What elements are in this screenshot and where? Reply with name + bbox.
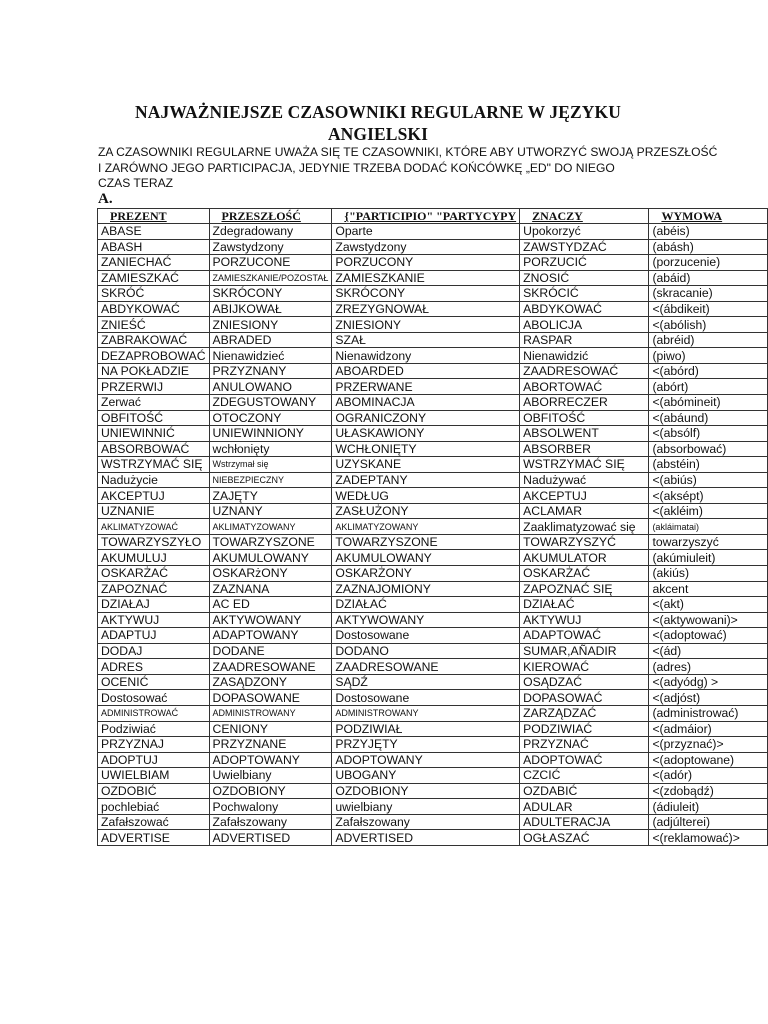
verbs-table <box>97 208 768 846</box>
cell-present: ZAPOZNAĆ <box>98 581 210 597</box>
cell-meaning: DZIAŁAĆ <box>520 597 649 613</box>
table-row <box>98 550 768 566</box>
cell-participle: UBOGANY <box>332 768 520 784</box>
table-row <box>98 488 768 504</box>
cell-meaning: ABORRECZER <box>520 395 649 411</box>
header-meaning: ZNACZY <box>520 209 649 224</box>
cell-pronunciation: (abásh) <box>649 239 768 255</box>
cell-participle: AKUMULOWANY <box>332 550 520 566</box>
cell-meaning: ACLAMAR <box>520 503 649 519</box>
cell-participle: ABOARDED <box>332 363 520 379</box>
cell-pronunciation: <(przyznać)> <box>649 737 768 753</box>
cell-past: ZAZNANA <box>209 581 332 597</box>
cell-meaning: KIEROWAĆ <box>520 659 649 675</box>
header-participle: {"PARTICIPIO" "PARTYCYPY <box>332 209 520 224</box>
cell-pronunciation: <(abórd) <box>649 363 768 379</box>
table-row <box>98 814 768 830</box>
header-past: PRZESZŁOŚĆ <box>209 209 332 224</box>
cell-participle: Zawstydzony <box>332 239 520 255</box>
cell-meaning: ABDYKOWAĆ <box>520 301 649 317</box>
cell-participle: ADMINISTROWANY <box>332 705 520 721</box>
cell-past: SKRÓCONY <box>209 286 332 302</box>
cell-present: Dostosować <box>98 690 210 706</box>
cell-pronunciation: (akláimatai) <box>649 519 768 535</box>
table-row <box>98 503 768 519</box>
cell-present: UNIEWINNIĆ <box>98 426 210 442</box>
table-row <box>98 768 768 784</box>
cell-pronunciation: <(abómineit) <box>649 395 768 411</box>
cell-meaning: ABORTOWAĆ <box>520 379 649 395</box>
cell-past: OTOCZONY <box>209 410 332 426</box>
cell-past: ADOPTOWANY <box>209 752 332 768</box>
cell-past: ZAJĘTY <box>209 488 332 504</box>
cell-participle: UZYSKANE <box>332 457 520 473</box>
cell-meaning: DOPASOWAĆ <box>520 690 649 706</box>
cell-present: ZAMIESZKAĆ <box>98 270 210 286</box>
table-row <box>98 348 768 364</box>
cell-pronunciation: <(adór) <box>649 768 768 784</box>
cell-present: Podziwiać <box>98 721 210 737</box>
cell-meaning: WSTRZYMAĆ SIĘ <box>520 457 649 473</box>
cell-pronunciation: (absorbować) <box>649 441 768 457</box>
cell-pronunciation: (skracanie) <box>649 286 768 302</box>
table-row <box>98 705 768 721</box>
table-row <box>98 783 768 799</box>
cell-present: AKUMULUJ <box>98 550 210 566</box>
cell-past: ABIJKOWAŁ <box>209 301 332 317</box>
table-row <box>98 301 768 317</box>
table-body <box>98 224 768 846</box>
cell-past: AKUMULOWANY <box>209 550 332 566</box>
table-row <box>98 643 768 659</box>
cell-participle: PORZUCONY <box>332 255 520 271</box>
cell-participle: PRZERWANE <box>332 379 520 395</box>
cell-pronunciation: akcent <box>649 581 768 597</box>
cell-meaning: RASPAR <box>520 332 649 348</box>
cell-participle: PODZIWIAŁ <box>332 721 520 737</box>
cell-present: NA POKŁADZIE <box>98 363 210 379</box>
cell-meaning: ZAWSTYDZAĆ <box>520 239 649 255</box>
cell-meaning: AKCEPTUJ <box>520 488 649 504</box>
table-row <box>98 379 768 395</box>
cell-participle: Zafałszowany <box>332 814 520 830</box>
cell-pronunciation: (abéis) <box>649 224 768 240</box>
cell-meaning: PORZUCIĆ <box>520 255 649 271</box>
cell-participle: OZDOBIONY <box>332 783 520 799</box>
table-row <box>98 581 768 597</box>
table-row <box>98 426 768 442</box>
cell-pronunciation: (abórt) <box>649 379 768 395</box>
cell-past: PORZUCONE <box>209 255 332 271</box>
cell-present: ADVERTISE <box>98 830 210 846</box>
cell-meaning: ABSOLWENT <box>520 426 649 442</box>
table-row <box>98 597 768 613</box>
header-pronunciation: WYMOWA <box>649 209 768 224</box>
cell-participle: WCHŁONIĘTY <box>332 441 520 457</box>
cell-pronunciation: <(aksépt) <box>649 488 768 504</box>
cell-participle: SZAŁ <box>332 332 520 348</box>
cell-present: DODAJ <box>98 643 210 659</box>
cell-meaning: OSKARŻAĆ <box>520 566 649 582</box>
table-header-row <box>98 209 768 224</box>
cell-participle: Dostosowane <box>332 690 520 706</box>
cell-present: DZIAŁAJ <box>98 597 210 613</box>
cell-participle: ZNIESIONY <box>332 317 520 333</box>
cell-pronunciation: (administrować) <box>649 705 768 721</box>
cell-participle: SĄDŹ <box>332 674 520 690</box>
cell-pronunciation: <(aktywowani)> <box>649 612 768 628</box>
cell-participle: ZAMIESZKANIE <box>332 270 520 286</box>
cell-present: Zafałszować <box>98 814 210 830</box>
cell-meaning: ADOPTOWAĆ <box>520 752 649 768</box>
cell-participle: ZREZYGNOWAŁ <box>332 301 520 317</box>
table-row <box>98 519 768 535</box>
cell-past: ZNIESIONY <box>209 317 332 333</box>
cell-past: AKLIMATYZOWANY <box>209 519 332 535</box>
intro-line: ZA CZASOWNIKI REGULARNE UWAŻA SIĘ TE CZASOWNIKI, KTÓRE ABY UTWORZYĆ SWOJĄ PRZESZŁOŚĆ <box>98 145 718 159</box>
cell-pronunciation: (abstéin) <box>649 457 768 473</box>
cell-pronunciation: <(adjóst) <box>649 690 768 706</box>
table-row <box>98 224 768 240</box>
title-line-1: NAJWAŻNIEJSZE CZASOWNIKI REGULARNE W JĘZYKU <box>135 102 621 122</box>
cell-participle: AKTYWOWANY <box>332 612 520 628</box>
cell-past: DOPASOWANE <box>209 690 332 706</box>
cell-pronunciation: (ádiuleit) <box>649 799 768 815</box>
cell-present: OBFITOŚĆ <box>98 410 210 426</box>
cell-past: OSKARżONY <box>209 566 332 582</box>
cell-participle: DODANO <box>332 643 520 659</box>
cell-meaning: PRZYZNAĆ <box>520 737 649 753</box>
table-row <box>98 410 768 426</box>
table-row <box>98 737 768 753</box>
table-row <box>98 690 768 706</box>
table-row <box>98 830 768 846</box>
cell-participle: OGRANICZONY <box>332 410 520 426</box>
cell-pronunciation: (abáid) <box>649 270 768 286</box>
cell-pronunciation: <(abiús) <box>649 472 768 488</box>
cell-pronunciation: <(admáior) <box>649 721 768 737</box>
cell-meaning: AKUMULATOR <box>520 550 649 566</box>
table-row <box>98 472 768 488</box>
cell-present: OSKARŻAĆ <box>98 566 210 582</box>
table-row <box>98 659 768 675</box>
cell-participle: UŁASKAWIONY <box>332 426 520 442</box>
cell-meaning: ZARZĄDZAĆ <box>520 705 649 721</box>
cell-present: DEZAPROBOWAĆ <box>98 348 210 364</box>
cell-pronunciation: <(adoptowane) <box>649 752 768 768</box>
cell-participle: SKRÓCONY <box>332 286 520 302</box>
cell-present: ADAPTUJ <box>98 628 210 644</box>
cell-past: PRZYZNANE <box>209 737 332 753</box>
cell-pronunciation: (akiús) <box>649 566 768 582</box>
cell-past: ZASĄDZONY <box>209 674 332 690</box>
table-row <box>98 395 768 411</box>
cell-past: ANULOWANO <box>209 379 332 395</box>
table-row <box>98 674 768 690</box>
cell-participle: OSKARŻONY <box>332 566 520 582</box>
cell-present: ABDYKOWAĆ <box>98 301 210 317</box>
section-letter: A. <box>98 191 113 207</box>
cell-pronunciation: (adres) <box>649 659 768 675</box>
cell-present: OCENIĆ <box>98 674 210 690</box>
table-row <box>98 612 768 628</box>
cell-present: AKTYWUJ <box>98 612 210 628</box>
cell-present: ADMINISTROWAĆ <box>98 705 210 721</box>
cell-present: ZABRAKOWAĆ <box>98 332 210 348</box>
cell-past: ADAPTOWANY <box>209 628 332 644</box>
table-row <box>98 270 768 286</box>
cell-participle: Oparte <box>332 224 520 240</box>
cell-meaning: ABSORBER <box>520 441 649 457</box>
cell-present: ZANIECHAĆ <box>98 255 210 271</box>
cell-participle: ADOPTOWANY <box>332 752 520 768</box>
table-row <box>98 721 768 737</box>
cell-meaning: ADULAR <box>520 799 649 815</box>
cell-meaning: TOWARZYSZYĆ <box>520 534 649 550</box>
cell-meaning: OZDABIĆ <box>520 783 649 799</box>
cell-meaning: SKRÓCIĆ <box>520 286 649 302</box>
cell-pronunciation: (piwo) <box>649 348 768 364</box>
cell-meaning: SUMAR,AÑADIR <box>520 643 649 659</box>
cell-past: Uwielbiany <box>209 768 332 784</box>
cell-past: ADVERTISED <box>209 830 332 846</box>
cell-past: UNIEWINNIONY <box>209 426 332 442</box>
cell-past: wchłonięty <box>209 441 332 457</box>
table-row <box>98 534 768 550</box>
cell-meaning: CZCIĆ <box>520 768 649 784</box>
cell-pronunciation: <(reklamować)> <box>649 830 768 846</box>
cell-present: ABASH <box>98 239 210 255</box>
cell-meaning: Nienawidzić <box>520 348 649 364</box>
cell-pronunciation: <(ábdikeit) <box>649 301 768 317</box>
cell-past: Zdegradowany <box>209 224 332 240</box>
cell-past: ZAADRESOWANE <box>209 659 332 675</box>
cell-meaning: Upokorzyć <box>520 224 649 240</box>
cell-past: ZAMIESZKANIE/POZOSTAŁ <box>209 270 332 286</box>
cell-present: PRZYZNAJ <box>98 737 210 753</box>
cell-present: pochlebiać <box>98 799 210 815</box>
cell-present: WSTRZYMAĆ SIĘ <box>98 457 210 473</box>
cell-participle: Dostosowane <box>332 628 520 644</box>
cell-present: ABSORBOWAĆ <box>98 441 210 457</box>
cell-present: AKLIMATYZOWAĆ <box>98 519 210 535</box>
cell-meaning: PODZIWIAĆ <box>520 721 649 737</box>
cell-participle: ADVERTISED <box>332 830 520 846</box>
cell-past: Wstrzymał się <box>209 457 332 473</box>
cell-past: ZDEGUSTOWANY <box>209 395 332 411</box>
cell-pronunciation: <(ád) <box>649 643 768 659</box>
table-row <box>98 752 768 768</box>
cell-past: AC ED <box>209 597 332 613</box>
cell-meaning: ADAPTOWAĆ <box>520 628 649 644</box>
cell-participle: PRZYJĘTY <box>332 737 520 753</box>
cell-past: TOWARZYSZONE <box>209 534 332 550</box>
cell-present: ADOPTUJ <box>98 752 210 768</box>
table-row <box>98 628 768 644</box>
cell-pronunciation: <(adyódg) > <box>649 674 768 690</box>
table-row <box>98 441 768 457</box>
cell-participle: WEDŁUG <box>332 488 520 504</box>
table-row <box>98 239 768 255</box>
cell-meaning: ZAADRESOWAĆ <box>520 363 649 379</box>
cell-meaning: OSĄDZAĆ <box>520 674 649 690</box>
cell-participle: uwielbiany <box>332 799 520 815</box>
cell-pronunciation: (adjúlterei) <box>649 814 768 830</box>
cell-past: NIEBEZPIECZNY <box>209 472 332 488</box>
cell-participle: ZAADRESOWANE <box>332 659 520 675</box>
intro-line: I ZARÓWNO JEGO PARTICIPACJA, JEDYNIE TRZEBA DODAĆ KOŃCÓWKĘ „ED" DO NIEGO <box>98 160 615 175</box>
cell-present: OZDOBIĆ <box>98 783 210 799</box>
cell-present: Nadużycie <box>98 472 210 488</box>
cell-past: Nienawidzieć <box>209 348 332 364</box>
table-row <box>98 457 768 473</box>
cell-pronunciation: <(akléim) <box>649 503 768 519</box>
cell-meaning: ABOLICJA <box>520 317 649 333</box>
cell-present: ABASE <box>98 224 210 240</box>
cell-past: AKTYWOWANY <box>209 612 332 628</box>
cell-pronunciation: towarzyszyć <box>649 534 768 550</box>
cell-meaning: ADULTERACJA <box>520 814 649 830</box>
cell-participle: AKLIMATYZOWANY <box>332 519 520 535</box>
cell-present: UWIELBIAM <box>98 768 210 784</box>
cell-meaning: ZNOSIĆ <box>520 270 649 286</box>
cell-past: PRZYZNANY <box>209 363 332 379</box>
table-row <box>98 286 768 302</box>
cell-present: Zerwać <box>98 395 210 411</box>
cell-participle: TOWARZYSZONE <box>332 534 520 550</box>
cell-past: DODANE <box>209 643 332 659</box>
cell-present: ZNIEŚĆ <box>98 317 210 333</box>
cell-pronunciation: (abréid) <box>649 332 768 348</box>
intro-paragraph <box>98 145 718 192</box>
cell-pronunciation: <(adoptować) <box>649 628 768 644</box>
title-line-2: ANGIELSKI <box>327 124 429 144</box>
cell-participle: Nienawidzony <box>332 348 520 364</box>
cell-present: PRZERWIJ <box>98 379 210 395</box>
cell-pronunciation: <(akt) <box>649 597 768 613</box>
cell-meaning: AKTYWUJ <box>520 612 649 628</box>
cell-meaning: OGŁASZAĆ <box>520 830 649 846</box>
table-row <box>98 317 768 333</box>
cell-meaning: ZAPOZNAĆ SIĘ <box>520 581 649 597</box>
table-row <box>98 566 768 582</box>
cell-present: ADRES <box>98 659 210 675</box>
cell-past: Zawstydzony <box>209 239 332 255</box>
cell-participle: ZASŁUŻONY <box>332 503 520 519</box>
cell-past: ABRADED <box>209 332 332 348</box>
table-row <box>98 332 768 348</box>
cell-past: Zafałszowany <box>209 814 332 830</box>
cell-past: CENIONY <box>209 721 332 737</box>
cell-pronunciation: <(abáund) <box>649 410 768 426</box>
cell-meaning: OBFITOŚĆ <box>520 410 649 426</box>
cell-meaning: Zaaklimatyzować się <box>520 519 649 535</box>
table-row <box>98 799 768 815</box>
cell-participle: ZAZNAJOMIONY <box>332 581 520 597</box>
cell-participle: ABOMINACJA <box>332 395 520 411</box>
cell-present: UZNANIE <box>98 503 210 519</box>
cell-participle: ZADEPTANY <box>332 472 520 488</box>
cell-past: ADMINISTROWANY <box>209 705 332 721</box>
cell-past: UZNANY <box>209 503 332 519</box>
cell-pronunciation: <(absólf) <box>649 426 768 442</box>
table-row <box>98 255 768 271</box>
intro-line: CZAS TERAZ <box>98 176 174 190</box>
cell-pronunciation: (akúmiuleit) <box>649 550 768 566</box>
cell-meaning: Nadużywać <box>520 472 649 488</box>
cell-present: SKRÓĆ <box>98 286 210 302</box>
cell-past: OZDOBIONY <box>209 783 332 799</box>
document-title <box>98 101 658 145</box>
cell-pronunciation: <(abólish) <box>649 317 768 333</box>
cell-pronunciation: (porzucenie) <box>649 255 768 271</box>
table-row <box>98 363 768 379</box>
cell-present: AKCEPTUJ <box>98 488 210 504</box>
cell-present: TOWARZYSZYŁO <box>98 534 210 550</box>
cell-participle: DZIAŁAĆ <box>332 597 520 613</box>
cell-pronunciation: <(zdobądź) <box>649 783 768 799</box>
header-present: PREZENT <box>98 209 210 224</box>
cell-past: Pochwalony <box>209 799 332 815</box>
